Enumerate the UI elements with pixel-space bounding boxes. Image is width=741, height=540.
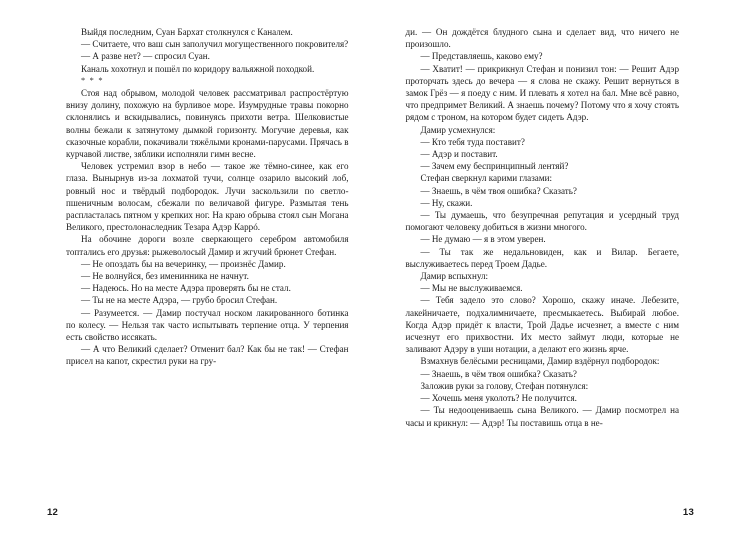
body-paragraph: — Считаете, что ваш сын заполучил могущественного покровителя? [81,39,349,50]
body-paragraph: Дамир усмехнулся: [420,124,496,135]
body-paragraph: — Разумеется. — Дамир постучал носком лакированного ботинка по колесу. — Нельзя так часто испытывать терпение отца. У терпения есть свойство иссякать. [66,307,349,343]
body-paragraph: — Ты недооцениваешь сына Великого. — Дамир посмотрел на часы и крикнул: — Адэр! Ты поставишь отца в не- [405,405,679,428]
body-paragraph: Выйдя последним, Суан Бархат столкнулся с Каналем. [81,27,293,37]
section-separator: * * * [81,75,104,85]
body-paragraph: Каналь хохотнул и пошёл по коридору вальяжной походкой. [81,63,315,74]
body-paragraph: — Не думаю — я в этом уверен. [420,234,546,245]
body-paragraph: ди. — Он дождётся блудного сына и сделает вид, что ничего не произошло. [405,27,679,50]
body-paragraph: — Знаешь, в чём твоя ошибка? Сказать? [420,185,577,196]
body-paragraph: — Знаешь, в чём твоя ошибка? Сказать? [420,368,577,379]
body-paragraph: — Хочешь меня уколоть? Не получится. [420,393,577,404]
body-paragraph: — Зачем ему беспринципный лентяй? [420,161,569,172]
left-column-text [66,26,349,368]
body-paragraph: — Мы не выслуживаемся. [420,283,523,294]
page-number-left: 12 [47,507,59,518]
body-paragraph: Взмахнув белёсыми ресницами, Дамир вздёрнул подбородок: [420,356,660,367]
body-paragraph: — Надеюсь. Но на месте Адэра проверять бы не стал. [81,283,291,294]
body-paragraph: — Хватит! — прикрикнул Стефан и понизил тон: — Решит Адэр проторчать здесь до вечера — я слова не скажу. Решит вернуться в замок Грёз — я поеду с ним. И плевать я хотел на бал. Мне всё равно, что предпримет Великий. А знаешь почему? Потому что я хочу стоять рядом с троном, на котором будет сидеть Адэр. [405,63,679,123]
body-paragraph: Стоя над обрывом, молодой человек рассматривал распростёртую внизу долину, похожую на бурливое море. Изумрудные травы покорно склонялись и вскидывались, повинуясь прихоти ветра. Шелковистые волны бежали к затянутому дымкой горизонту. Могучие деревья, как сказочные корабли, покачивали тяжёлыми кронами-парусами. Прячась в курчавой листве, зяблики исполняли гимн весне. [66,88,349,160]
body-paragraph: — А что Великий сделает? Отменит бал? Как бы не так! — Стефан присел на капот, скрестил руки на гру- [66,344,349,367]
body-paragraph: — Тебя задело это слово? Хорошо, скажу иначе. Лебезите, лакейничаете, подхалимничаете, пресмыкаетесь. Выбирай любое. Когда Адэр придёт к власти, Трой Дадье исчезнет, а вместе с ним исчезнут его прихвостни. Их место займут люди, которые не заливают Адэру в уши нотации, а делают его жизнь ярче. [405,295,679,355]
page-right [371,0,741,540]
body-paragraph: Дамир вспыхнул: [420,271,489,282]
right-column-text [406,26,680,429]
body-paragraph: — Ты не на месте Адэра, — грубо бросил Стефан. [81,295,278,306]
body-paragraph: Стефан сверкнул карими глазами: [420,173,552,184]
body-paragraph: — Адэр и поставит. [420,149,498,160]
body-paragraph: — Кто тебя туда поставит? [420,136,525,147]
body-paragraph: — Не волнуйся, без именинника не начнут. [81,271,249,282]
body-paragraph: — Ну, скажи. [420,197,473,208]
body-paragraph: Человек устремил взор в небо — такое же тёмно-синее, как его глаза. Вынырнув из-за лохматой тучи, солнце озарило высокий лоб, ровный нос и твёрдый подбородок. Лучи заскользили по светло-пшеничным волосам, сбежали по величавой фигуре. Размытая тень распласталась пятном у крепких ног. На краю обрыва стоял сын Могана Великого, престолонаследник Тезара Адэр Каррó. [66,161,349,233]
body-paragraph: — Ты думаешь, что безупречная репутация и усердный труд помогают человеку добиться в жизни многого. [405,210,679,233]
body-paragraph: Заложив руки за голову, Стефан потянулся: [420,380,589,391]
body-paragraph: — Не опоздать бы на вечеринку, — произнёс Дамир. [81,258,286,269]
body-paragraph: На обочине дороги возле сверкающего серебром автомобиля топтались его друзья: рыжеволосый Дамир и жгучий брюнет Стефан. [66,234,349,257]
page-number-right: 13 [682,507,694,518]
body-paragraph: — Ты так же недальновиден, как и Вилар. Бегаете, выслуживаетесь перед Троем Дадье. [405,246,679,269]
body-paragraph: — А разве нет? — спросил Суан. [81,51,210,62]
body-paragraph: — Представляешь, каково ему? [420,51,543,62]
